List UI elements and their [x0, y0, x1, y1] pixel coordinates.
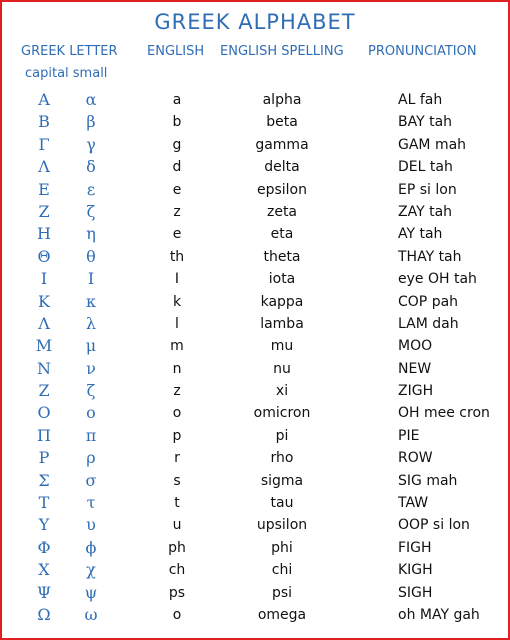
english-letter: o	[172, 606, 182, 623]
table-row	[2, 537, 508, 559]
english-spelling: nu	[273, 360, 291, 377]
english-letter: l	[175, 315, 179, 332]
english-spelling: sigma	[260, 472, 304, 489]
table-row	[2, 156, 508, 178]
table-row	[2, 246, 508, 268]
table-row	[2, 559, 508, 581]
capital-letter: Α	[38, 90, 50, 109]
english-letter: z	[173, 383, 181, 400]
english-spelling: omega	[257, 606, 307, 623]
pronunciation: AY tah	[398, 226, 443, 243]
pronunciation: AL fah	[398, 92, 443, 108]
small-letter: β	[86, 112, 96, 132]
table-row	[2, 179, 508, 201]
table-row	[2, 425, 508, 447]
english-letter: p	[172, 427, 182, 444]
english-spelling: xi	[275, 383, 289, 400]
pronunciation: SIGH	[398, 584, 433, 601]
pronunciation: SIG mah	[398, 472, 458, 489]
table-row	[2, 134, 508, 156]
pronunciation: ZAY tah	[398, 203, 453, 220]
pronunciation: BAY tah	[398, 114, 453, 131]
page-title: GREEK ALPHABET	[154, 10, 356, 34]
capital-letter: Λ	[38, 313, 50, 333]
pronunciation: oh MAY gah	[398, 606, 480, 623]
english-spelling: psi	[271, 584, 293, 601]
english-spelling: kappa	[260, 293, 304, 310]
small-letter: ζ	[86, 201, 96, 221]
capital-letter: Η	[37, 224, 51, 244]
table-row	[2, 335, 508, 357]
alphabet-table	[2, 89, 508, 626]
table-row	[2, 111, 508, 133]
small-letter: π	[85, 425, 97, 445]
small-letter: ν	[86, 358, 96, 378]
english-letter: t	[174, 495, 180, 512]
small-letter: τ	[86, 493, 96, 513]
capital-letter: Ο	[37, 403, 51, 423]
capital-letter: Ε	[38, 179, 50, 199]
english-spelling: alpha	[262, 92, 302, 108]
pronunciation: NEW	[398, 360, 432, 377]
table-row	[2, 201, 508, 223]
english-letter: ps	[168, 584, 186, 601]
pronunciation: COP pah	[398, 293, 459, 310]
pronunciation: TAW	[398, 495, 429, 512]
english-spelling: lamba	[260, 315, 304, 332]
english-letter: I	[174, 271, 180, 288]
english-spelling: gamma	[255, 136, 309, 153]
capital-letter: Ρ	[38, 448, 50, 468]
capital-letter: Θ	[37, 246, 51, 266]
pronunciation: OH mee cron	[398, 405, 490, 422]
english-spelling: chi	[271, 562, 293, 579]
english-letter: th	[169, 248, 185, 265]
capital-letter: Ω	[37, 604, 51, 624]
table-row	[2, 89, 508, 111]
english-spelling: beta	[266, 114, 298, 131]
capital-letter: Σ	[38, 470, 50, 490]
small-letter: χ	[86, 560, 96, 580]
small-letter: η	[86, 224, 96, 244]
pronunciation: FIGH	[398, 539, 432, 556]
capital-letter: Μ	[35, 336, 53, 356]
small-letter: Ι	[87, 269, 95, 289]
capital-letter: Ν	[37, 358, 51, 378]
small-letter: α	[85, 90, 97, 109]
small-letter: κ	[86, 291, 96, 311]
small-letter: ε	[86, 179, 96, 199]
table-row	[2, 223, 508, 245]
capital-letter: Κ	[38, 291, 50, 311]
table-row	[2, 402, 508, 424]
table-row	[2, 380, 508, 402]
capital-letter: Φ	[37, 537, 51, 557]
small-letter: μ	[85, 336, 97, 356]
pronunciation: OOP si lon	[398, 517, 470, 534]
table-row	[2, 358, 508, 380]
table-row	[2, 470, 508, 492]
english-spelling: pi	[275, 427, 289, 444]
subheader-case-labels: capital small	[25, 66, 108, 81]
header-greek-letter: GREEK LETTER	[21, 44, 118, 59]
small-letter: ζ	[86, 381, 96, 401]
table-row	[2, 447, 508, 469]
capital-letter: Β	[38, 112, 50, 132]
english-letter: z	[173, 203, 181, 220]
english-letter: d	[172, 159, 182, 176]
header-english: ENGLISH	[147, 44, 205, 59]
table-row	[2, 291, 508, 313]
english-spelling: upsilon	[256, 517, 308, 534]
capital-letter: Χ	[38, 560, 50, 580]
table-row	[2, 604, 508, 626]
small-letter: ω	[84, 604, 98, 624]
small-letter: γ	[86, 134, 96, 154]
english-spelling: epsilon	[256, 181, 307, 198]
english-letter: u	[172, 517, 182, 534]
table-row	[2, 313, 508, 335]
small-letter: ρ	[86, 448, 96, 468]
header-english-spelling: ENGLISH SPELLING	[220, 44, 344, 59]
english-spelling: eta	[270, 226, 294, 243]
english-spelling: delta	[264, 159, 300, 176]
small-letter: δ	[86, 157, 96, 177]
small-letter: ϕ	[85, 537, 97, 557]
english-letter: r	[174, 450, 180, 467]
capital-letter: Υ	[38, 515, 50, 535]
english-letter: b	[172, 114, 182, 131]
pronunciation: KIGH	[398, 562, 433, 579]
capital-letter: Ψ	[36, 582, 52, 602]
pronunciation: THAY tah	[398, 248, 462, 265]
english-spelling: iota	[268, 271, 296, 288]
english-spelling: rho	[270, 450, 294, 467]
english-spelling: zeta	[266, 203, 298, 220]
pronunciation: ZIGH	[398, 383, 434, 400]
english-spelling: theta	[263, 248, 301, 265]
english-letter: e	[172, 226, 182, 243]
english-spelling: tau	[270, 495, 294, 512]
table-row	[2, 514, 508, 536]
pronunciation: PIE	[398, 427, 420, 444]
header-pronunciation: PRONUNCIATION	[368, 44, 477, 59]
small-letter: ο	[86, 403, 96, 423]
pronunciation: eye OH tah	[398, 271, 477, 288]
capital-letter: Ι	[40, 269, 48, 289]
table-row	[2, 492, 508, 514]
capital-letter: Ζ	[38, 381, 50, 401]
small-letter: θ	[86, 246, 96, 266]
pronunciation: MOO	[398, 338, 433, 355]
english-letter: ch	[168, 562, 186, 579]
english-letter: o	[172, 405, 182, 422]
pronunciation: LAM dah	[398, 315, 459, 332]
english-letter: g	[172, 136, 182, 153]
english-spelling: mu	[270, 338, 294, 355]
capital-letter: Τ	[38, 493, 50, 513]
english-letter: m	[170, 338, 184, 355]
small-letter: υ	[86, 515, 96, 535]
pronunciation: DEL tah	[398, 159, 453, 176]
capital-letter: Π	[37, 425, 51, 445]
small-letter: λ	[85, 313, 97, 333]
english-letter: a	[172, 92, 182, 108]
table-row	[2, 582, 508, 604]
capital-letter: Λ	[38, 157, 50, 177]
table-row	[2, 268, 508, 290]
english-letter: s	[173, 472, 181, 489]
english-spelling: omicron	[253, 405, 311, 422]
pronunciation: GAM mah	[398, 136, 467, 153]
pronunciation: ROW	[398, 450, 433, 467]
pronunciation: EP si lon	[398, 181, 457, 198]
capital-letter: Ζ	[38, 201, 50, 221]
english-letter: n	[172, 360, 182, 377]
small-letter: ψ	[84, 582, 98, 602]
english-spelling: phi	[271, 539, 293, 556]
english-letter: e	[172, 181, 182, 198]
english-letter: k	[172, 293, 182, 310]
small-letter: σ	[85, 470, 97, 490]
english-letter: ph	[168, 539, 186, 556]
capital-letter: Γ	[38, 134, 50, 154]
